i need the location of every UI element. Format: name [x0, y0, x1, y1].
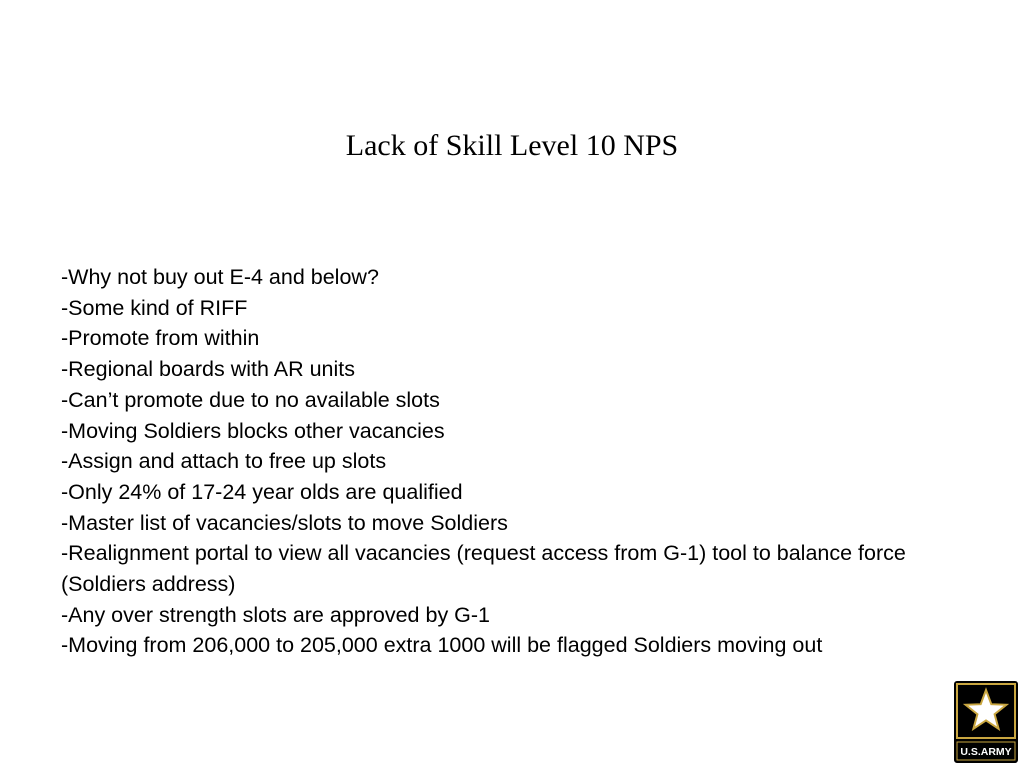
bullet-item: -Why not buy out E-4 and below? [61, 265, 379, 289]
bullet-item: -Assign and attach to free up slots [61, 449, 387, 474]
bullet-item: -Promote from within [61, 326, 260, 351]
bullet-item: -Master list of vacancies/slots to move Soldiers [61, 510, 508, 535]
bullet-item: -Moving from 206,000 to 205,000 extra 1000 will be flagged Soldiers moving out [61, 633, 823, 658]
bullet-item: -Some kind of RIFF [61, 295, 248, 320]
slide-title: Lack of Skill Level 10 NPS [345, 129, 679, 162]
logo-text: U.S.ARMY [960, 746, 1012, 758]
bullet-item: -Realignment portal to view all vacancies (request access from G-1) tool to balance force (Soldiers address) [61, 541, 906, 597]
bullet-item: -Moving Soldiers blocks other vacancies [61, 418, 445, 443]
bullet-list [61, 262, 961, 661]
bullet-item: -Regional boards with AR units [61, 357, 355, 382]
bullet-item: -Can’t promote due to no available slots [61, 387, 440, 412]
bullet-item: -Only 24% of 17-24 year olds are qualified [61, 479, 463, 504]
bullet-item: -Any over strength slots are approved by G-1 [61, 602, 491, 627]
army-star-logo-icon [953, 680, 1019, 764]
